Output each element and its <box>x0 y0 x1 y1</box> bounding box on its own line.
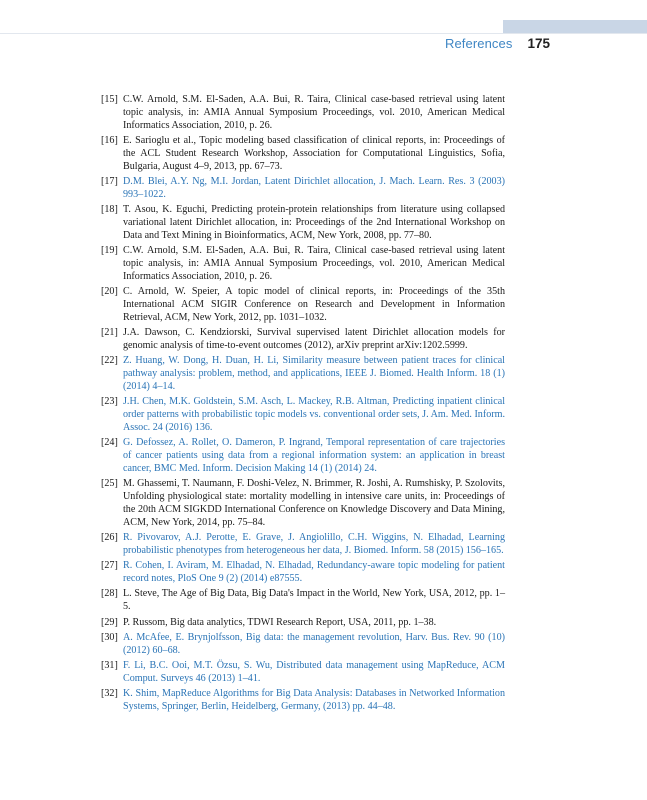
reference-item[interactable] <box>101 532 505 558</box>
reference-number: [22] <box>101 355 118 367</box>
reference-number: [27] <box>101 560 118 572</box>
reference-item[interactable] <box>101 660 505 686</box>
reference-link-text[interactable]: K. Shim, MapReduce Algorithms for Big Data Analysis: Databases in Networked Information Systems, Springer, Berlin, Heidelberg, Germany, (2013) pp. 44–48. <box>123 688 505 713</box>
reference-item <box>101 617 505 630</box>
section-title: References <box>444 36 513 51</box>
reference-text: J.A. Dawson, C. Kendziorski, Survival supervised latent Dirichlet allocation models for genomic analysis of time-to-event outcomes (2012), arXiv preprint arXiv:1202.5999. <box>123 327 505 351</box>
header-rule <box>0 33 647 34</box>
reference-link-text[interactable]: G. Defossez, A. Rollet, O. Dameron, P. Ingrand, Temporal representation of care trajectories of cancer patients using data from a regional information system: an application in breast cancer, BMC Med. Inform. Decision Making 14 (1) (2014) 24. <box>123 437 505 474</box>
reference-number: [32] <box>101 688 118 700</box>
reference-item <box>101 478 505 529</box>
header-accent-bar <box>503 20 647 33</box>
reference-text: T. Asou, K. Eguchi, Predicting protein-protein relationships from literature using collapsed variational latent Dirichlet allocation, in: Proceedings of the 2nd International Workshop on Data and Text Mining in Bioinformatics, ACM, New York, 2008, pp. 77–80. <box>123 204 505 241</box>
reference-text: C.W. Arnold, S.M. El-Saden, A.A. Bui, R. Taira, Clinical case-based retrieval using latent topic analysis, in: AMIA Annual Symposium Proceedings, vol. 2010, American Medical Informatics Association, 2010, p. 26. <box>123 94 505 131</box>
reference-list <box>101 94 505 717</box>
reference-number: [20] <box>101 286 118 298</box>
reference-link-text[interactable]: Z. Huang, W. Dong, H. Duan, H. Li, Similarity measure between patient traces for clinical pathway analysis: problem, method, and applications, IEEE J. Biomed. Health Inform. 18 (1) (2014) 4–14. <box>123 355 505 392</box>
reference-link-text[interactable]: D.M. Blei, A.Y. Ng, M.I. Jordan, Latent Dirichlet allocation, J. Mach. Learn. Res. 3 (2003) 993–1022. <box>123 175 505 200</box>
reference-number: [26] <box>101 532 118 544</box>
reference-number: [29] <box>101 616 118 628</box>
reference-item <box>101 588 505 614</box>
reference-link-text[interactable]: R. Pivovarov, A.J. Perotte, E. Grave, J. Angiolillo, C.H. Wiggins, N. Elhadad, Learning probabilistic phenotypes from heterogeneous her data, J. Biomed. Inform. 58 (2015) 156–165. <box>123 532 505 556</box>
reference-text: C.W. Arnold, S.M. El-Saden, A.A. Bui, R. Taira, Clinical case-based retrieval using latent topic analysis, in: AMIA Annual Symposium Proceedings, vol. 2010, American Medical Informatics Association, 2010, p. 26. <box>123 245 505 282</box>
reference-number: [28] <box>101 588 118 600</box>
reference-number: [24] <box>101 437 118 449</box>
reference-item[interactable] <box>101 688 505 714</box>
reference-number: [31] <box>101 660 118 672</box>
reference-item <box>101 135 505 173</box>
reference-text: C. Arnold, W. Speier, A topic model of clinical reports, in: Proceedings of the 35th International ACM SIGIR Conference on Research and Development in Information Retrieval, ACM, New York, 2012, pp. 1031–1032. <box>123 286 505 323</box>
running-head <box>445 36 550 51</box>
reference-text: E. Sarioglu et al., Topic modeling based classification of clinical reports, in: Proceedings of the ACL Student Research Workshop, Association for Computational Linguistics, Sofia, Bulgaria, August 4–9, 2013, pp. 67–73. <box>123 134 505 172</box>
reference-number: [21] <box>101 327 118 339</box>
reference-item[interactable] <box>101 632 505 658</box>
reference-link-text[interactable]: A. McAfee, E. Brynjolfsson, Big data: the management revolution, Harv. Bus. Rev. 90 (10) (2012) 60–68. <box>123 631 505 656</box>
reference-number: [30] <box>101 631 118 643</box>
reference-item <box>101 94 505 132</box>
reference-item[interactable] <box>101 560 505 586</box>
page-number: 175 <box>527 36 550 51</box>
reference-item <box>101 245 505 283</box>
reference-item <box>101 204 505 242</box>
reference-number: [18] <box>101 204 118 216</box>
reference-number: [25] <box>101 478 118 490</box>
reference-item <box>101 327 505 353</box>
reference-link-text[interactable]: R. Cohen, I. Aviram, M. Elhadad, N. Elhadad, Redundancy-aware topic modeling for patient record notes, PloS One 9 (2) (2014) e87555. <box>123 560 505 585</box>
reference-number: [19] <box>101 245 118 257</box>
reference-text: M. Ghassemi, T. Naumann, F. Doshi-Velez, N. Brimmer, R. Joshi, A. Rumshisky, P. Szolovits, Unfolding physiological state: mortality modelling in intensive care units, in: Proceedings of the 20th ACM SIGKDD International Conference on Knowledge Discovery and Data Mining, ACM, New York, 2014, pp. 75–84. <box>123 478 505 528</box>
reference-number: [16] <box>101 134 118 146</box>
reference-text: P. Russom, Big data analytics, TDWI Research Report, USA, 2011, pp. 1–38. <box>123 616 437 628</box>
reference-item[interactable] <box>101 437 505 475</box>
reference-number: [17] <box>101 175 118 187</box>
reference-number: [15] <box>101 94 118 105</box>
reference-item[interactable] <box>101 176 505 202</box>
reference-link-text[interactable]: F. Li, B.C. Ooi, M.T. Özsu, S. Wu, Distributed data management using MapReduce, ACM Comput. Surveys 46 (2013) 1–41. <box>123 660 505 684</box>
reference-item <box>101 286 505 324</box>
reference-number: [23] <box>101 396 118 408</box>
reference-item[interactable] <box>101 396 505 434</box>
reference-item[interactable] <box>101 355 505 393</box>
reference-text: L. Steve, The Age of Big Data, Big Data's Impact in the World, New York, USA, 2012, pp. 1–5. <box>123 588 505 613</box>
reference-link-text[interactable]: J.H. Chen, M.K. Goldstein, S.M. Asch, L. Mackey, R.B. Altman, Predicting inpatient clinical order patterns with probabilistic topic models vs. conventional order sets, J. Am. Med. Inform. Assoc. 24 (2016) 136. <box>123 396 505 433</box>
